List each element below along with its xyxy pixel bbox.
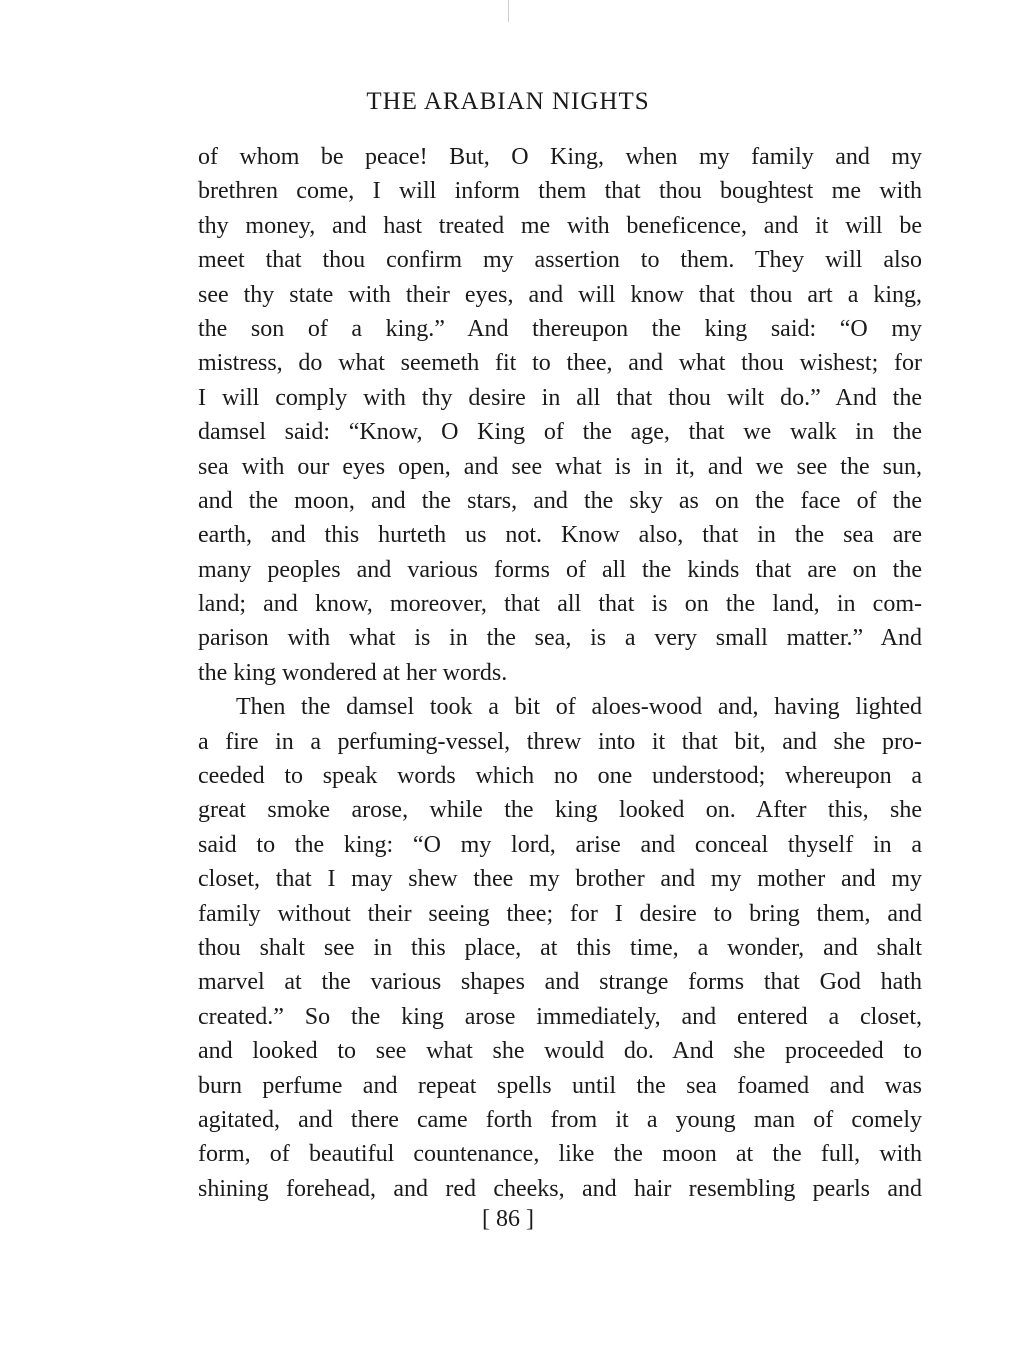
text-line: of whom be peace! But, O King, when my family and my: [198, 144, 922, 170]
text-line: shining forehead, and red cheeks, and hair resembling pearls and: [198, 1175, 922, 1202]
text-line: the king wondered at her words.: [198, 659, 508, 686]
text-line: land; and know, moreover, that all that is on the land, in com-: [198, 591, 922, 618]
text-line: great smoke arose, while the king looked on. After this, she: [198, 797, 922, 824]
text-line: meet that thou confirm my assertion to them. They will also: [198, 247, 922, 274]
text-line: many peoples and various forms of all the kinds that are on the: [198, 556, 922, 583]
text-line: thou shalt see in this place, at this time, a wonder, and shalt: [198, 934, 922, 961]
text-line: thy money, and hast treated me with beneficence, and it will be: [198, 212, 922, 239]
text-line: closet, that I may shew thee my brother and my mother and my: [198, 866, 922, 893]
text-line: parison with what is in the sea, is a very small matter.” And: [198, 625, 922, 652]
text-line: ceeded to speak words which no one understood; whereupon a: [198, 763, 922, 790]
text-line: form, of beautiful countenance, like the moon at the full, with: [198, 1141, 922, 1168]
text-line: a fire in a perfuming-vessel, threw into it that bit, and she pro-: [198, 728, 922, 755]
text-line: brethren come, I will inform them that thou boughtest me with: [198, 178, 922, 205]
text-line: earth, and this hurteth us not. Know also, that in the sea are: [198, 522, 922, 549]
text-line: and looked to see what she would do. And she proceeded to: [198, 1038, 922, 1065]
text-line: and the moon, and the stars, and the sky as on the face of the: [198, 487, 922, 514]
text-line: mistress, do what seemeth fit to thee, and what thou wishest; for: [198, 350, 922, 377]
scan-mark: [508, 0, 509, 22]
text-line: I will comply with thy desire in all that thou wilt do.” And the: [198, 384, 922, 411]
text-line: agitated, and there came forth from it a young man of comely: [198, 1106, 922, 1133]
text-line: damsel said: “Know, O King of the age, that we walk in the: [198, 419, 922, 446]
text-line: created.” So the king arose immediately, and entered a closet,: [198, 1003, 922, 1030]
text-line: burn perfume and repeat spells until the sea foamed and was: [198, 1072, 922, 1099]
text-line: the son of a king.” And thereupon the king said: “O my: [198, 315, 922, 342]
text-line: see thy state with their eyes, and will know that thou art a king,: [198, 281, 922, 308]
text-line: sea with our eyes open, and see what is in it, and we see the sun,: [198, 453, 922, 480]
text-line: said to the king: “O my lord, arise and conceal thyself in a: [198, 831, 922, 858]
running-head: THE ARABIAN NIGHTS: [366, 88, 650, 115]
text-line: Then the damsel took a bit of aloes-wood and, having lighted: [236, 694, 922, 721]
text-line: marvel at the various shapes and strange forms that God hath: [198, 969, 922, 996]
text-line: family without their seeing thee; for I desire to bring them, and: [198, 900, 922, 927]
body-text: [198, 140, 922, 1206]
page-number: [ 86 ]: [482, 1206, 534, 1232]
